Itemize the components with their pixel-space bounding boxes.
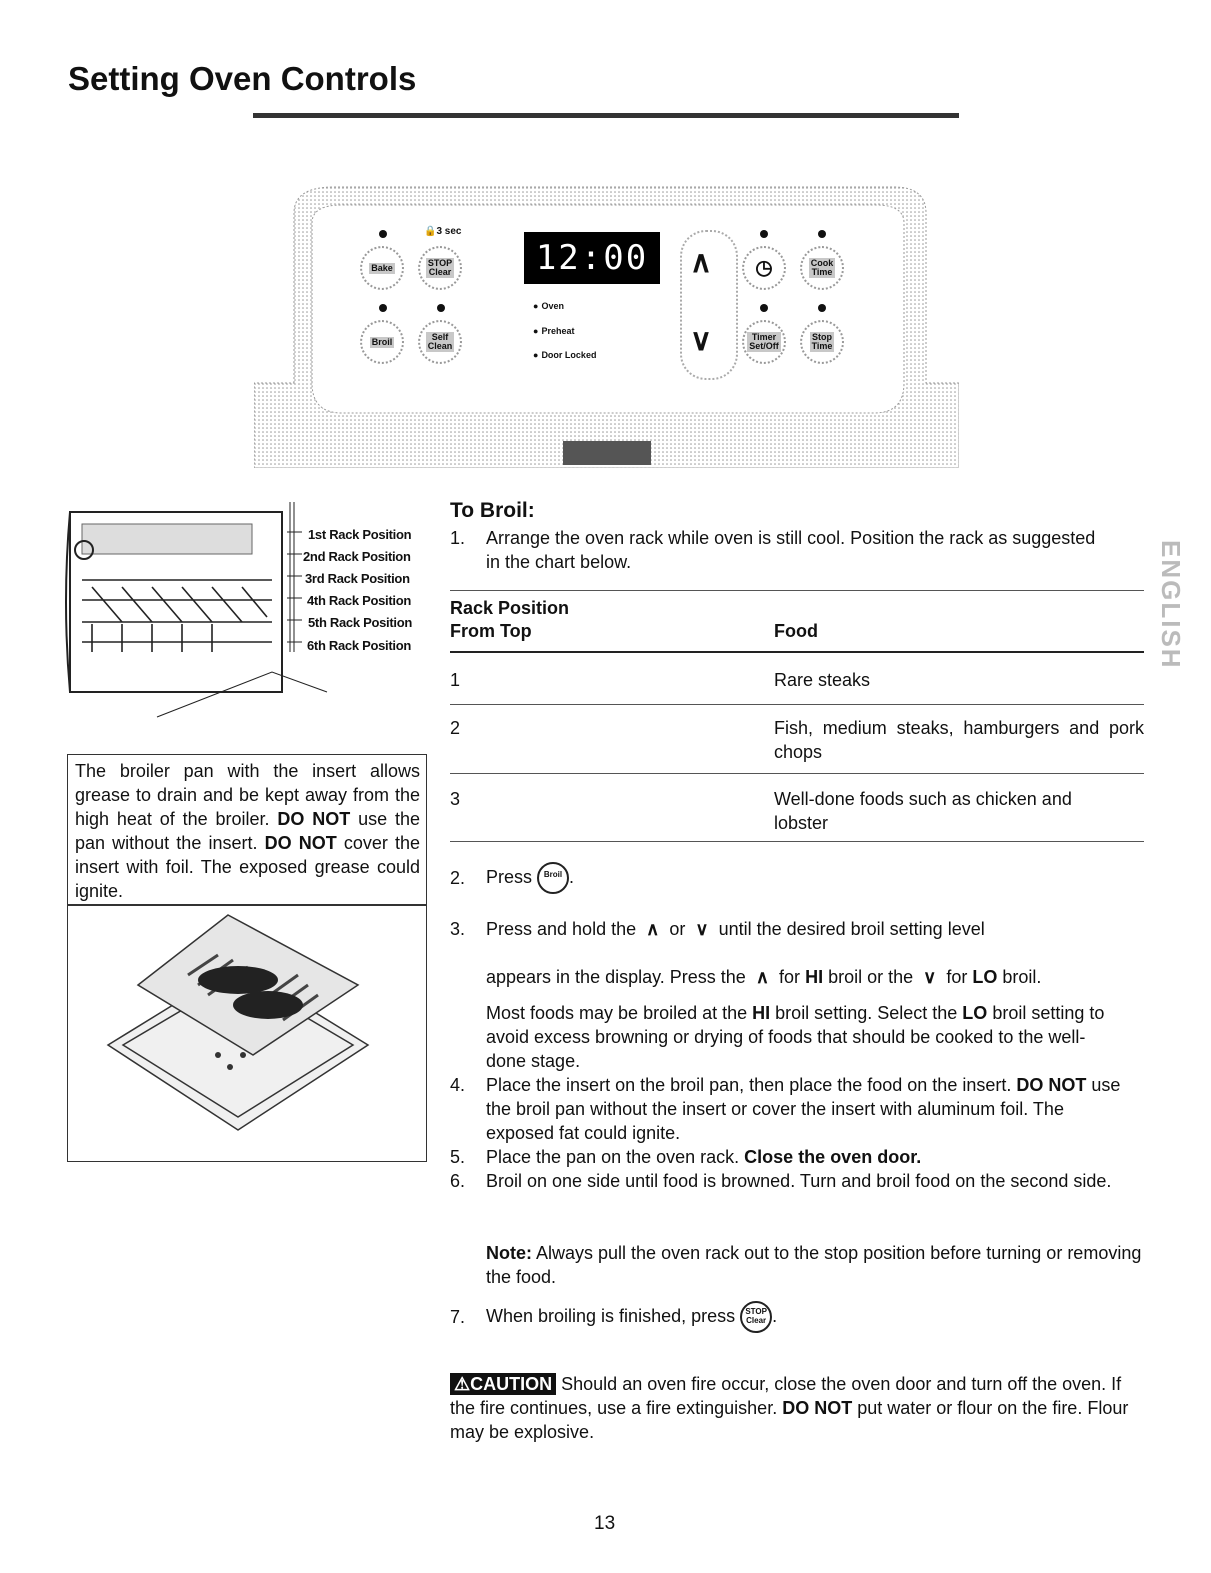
- clock-icon: ◷: [755, 256, 773, 279]
- table-row-rule: [450, 773, 1144, 774]
- table-row-2-position: 2: [450, 718, 461, 738]
- broil-button[interactable]: Broil: [360, 320, 404, 364]
- brand-logo-strip: [563, 441, 651, 465]
- step-7-text: When broiling is finished, press STOP Clear .: [486, 1301, 777, 1333]
- broil-indicator-dot: [379, 304, 387, 312]
- page-title: Setting Oven Controls: [68, 60, 417, 97]
- caution-badge: ⚠CAUTION: [450, 1373, 556, 1395]
- bake-button[interactable]: Bake: [360, 246, 404, 290]
- oven-control-panel: [254, 183, 959, 468]
- table-row-2-food: Fish, medium steaks, hamburgers and pork chops: [774, 718, 1144, 762]
- self-clean-button[interactable]: Self Clean: [418, 320, 462, 364]
- table-top-rule: [450, 590, 1144, 591]
- table-bottom-rule: [450, 841, 1144, 842]
- stop-time-button[interactable]: Stop Time: [800, 320, 844, 364]
- step-3-paragraph-2: Most foods may be broiled at the HI broil setting. Select the LO broil setting to avoid excess browning or drying of foods that should be cooked to the well-done stage.: [486, 1003, 1105, 1071]
- table-header-rack-line1: Rack Position: [450, 598, 570, 618]
- step-5-text: Place the pan on the oven rack. Close the oven door.: [486, 1147, 922, 1167]
- up-arrow-icon: ∧: [646, 919, 660, 939]
- step-2-number: 2.: [450, 868, 466, 888]
- timer-button[interactable]: Timer Set/Off: [742, 320, 786, 364]
- bake-indicator-dot: [379, 230, 387, 238]
- rack-label-2: 2nd Rack Position: [303, 549, 411, 564]
- section-heading: To Broil:: [450, 499, 535, 522]
- page-number: 13: [594, 1513, 616, 1534]
- door-locked-indicator: ● Door Locked: [533, 350, 596, 360]
- stop-clear-button[interactable]: STOP Clear: [418, 246, 462, 290]
- step-2-text: Press Broil .: [486, 862, 574, 894]
- note-paragraph: Note: Always pull the oven rack out to the stop position before turning or removing the food.: [486, 1243, 1142, 1287]
- broiler-pan-illustration-box: [67, 904, 427, 1162]
- down-arrow-icon: ∨: [695, 919, 709, 939]
- down-arrow-button[interactable]: ∨: [690, 324, 712, 357]
- table-header-food: Food: [774, 621, 818, 641]
- oven-indicator: ● Oven: [533, 301, 564, 311]
- preheat-indicator: ● Preheat: [533, 326, 574, 336]
- rack-label-5: 5th Rack Position: [308, 615, 412, 630]
- step-1-number: 1.: [450, 528, 466, 548]
- up-arrow-icon: ∧: [755, 967, 770, 987]
- table-row-3-position: 3: [450, 789, 461, 809]
- table-row-rule: [450, 704, 1144, 705]
- clock-display: 12:00: [524, 232, 660, 284]
- up-arrow-button[interactable]: ∧: [690, 246, 712, 279]
- language-side-tab: ENGLISH: [1156, 540, 1186, 670]
- clean-indicator-dot: [437, 304, 445, 312]
- step-3-line-1: Press and hold the ∧ or ∨ until the desired broil setting level: [486, 919, 985, 939]
- down-arrow-icon: ∨: [923, 967, 937, 987]
- step-3-line-2: appears in the display. Press the ∧ for HI broil or the ∨ for LO broil.: [486, 967, 1042, 987]
- stop-time-indicator-dot: [818, 304, 826, 312]
- table-header-rule: [450, 651, 1144, 653]
- rack-label-3: 3rd Rack Position: [305, 571, 410, 586]
- broiler-pan-illustration: [68, 905, 426, 1161]
- caution-paragraph: ⚠CAUTION Should an oven fire occur, close the oven door and turn off the oven. If the fire continues, use a fire extinguisher. DO NOT put water or flour on the fire. Flour may be explosive.: [450, 1374, 1129, 1442]
- step-4-number: 4.: [450, 1075, 466, 1095]
- cook-time-button[interactable]: Cook Time: [800, 246, 844, 290]
- table-header-rack-line2: From Top: [450, 621, 532, 641]
- table-row-1-position: 1: [450, 670, 461, 690]
- clock-button[interactable]: [742, 246, 786, 290]
- step-3-number: 3.: [450, 919, 466, 939]
- step-5-number: 5.: [450, 1147, 466, 1167]
- table-row-1-food: Rare steaks: [774, 670, 871, 690]
- lock-label: 🔒3 sec: [424, 226, 462, 237]
- broil-button-icon: Broil: [537, 862, 569, 894]
- step-7-number: 7.: [450, 1307, 466, 1327]
- rack-label-6: 6th Rack Position: [307, 638, 411, 653]
- rack-label-1: 1st Rack Position: [308, 527, 412, 542]
- step-6-text: Broil on one side until food is browned. Turn and broil food on the second side.: [486, 1171, 1112, 1191]
- step-6-number: 6.: [450, 1171, 466, 1191]
- table-row-3-food: Well-done foods such as chicken and lobster: [774, 789, 1072, 833]
- broiler-pan-note: The broiler pan with the insert allows grease to drain and be kept away from the high heat of the broiler. DO NOT use the pan without the insert. DO NOT cover the insert with foil. The exposed grease could ignite.: [75, 761, 420, 901]
- cook-time-indicator-dot: [818, 230, 826, 238]
- step-4-text: Place the insert on the broil pan, then place the food on the insert. DO NOT use the broil pan without the insert or cover the insert with aluminum foil. The exposed fat could ignite.: [486, 1075, 1121, 1143]
- broiler-pan-note-box: [67, 754, 427, 906]
- title-rule: [253, 113, 959, 118]
- rack-label-4: 4th Rack Position: [307, 593, 411, 608]
- panel-outline: [254, 183, 959, 468]
- step-1-text: Arrange the oven rack while oven is still cool. Position the rack as suggested in the chart below.: [486, 528, 1096, 572]
- timer-indicator-dot: [760, 304, 768, 312]
- clock-indicator-dot: [760, 230, 768, 238]
- stop-clear-button-icon: STOP Clear: [740, 1301, 772, 1333]
